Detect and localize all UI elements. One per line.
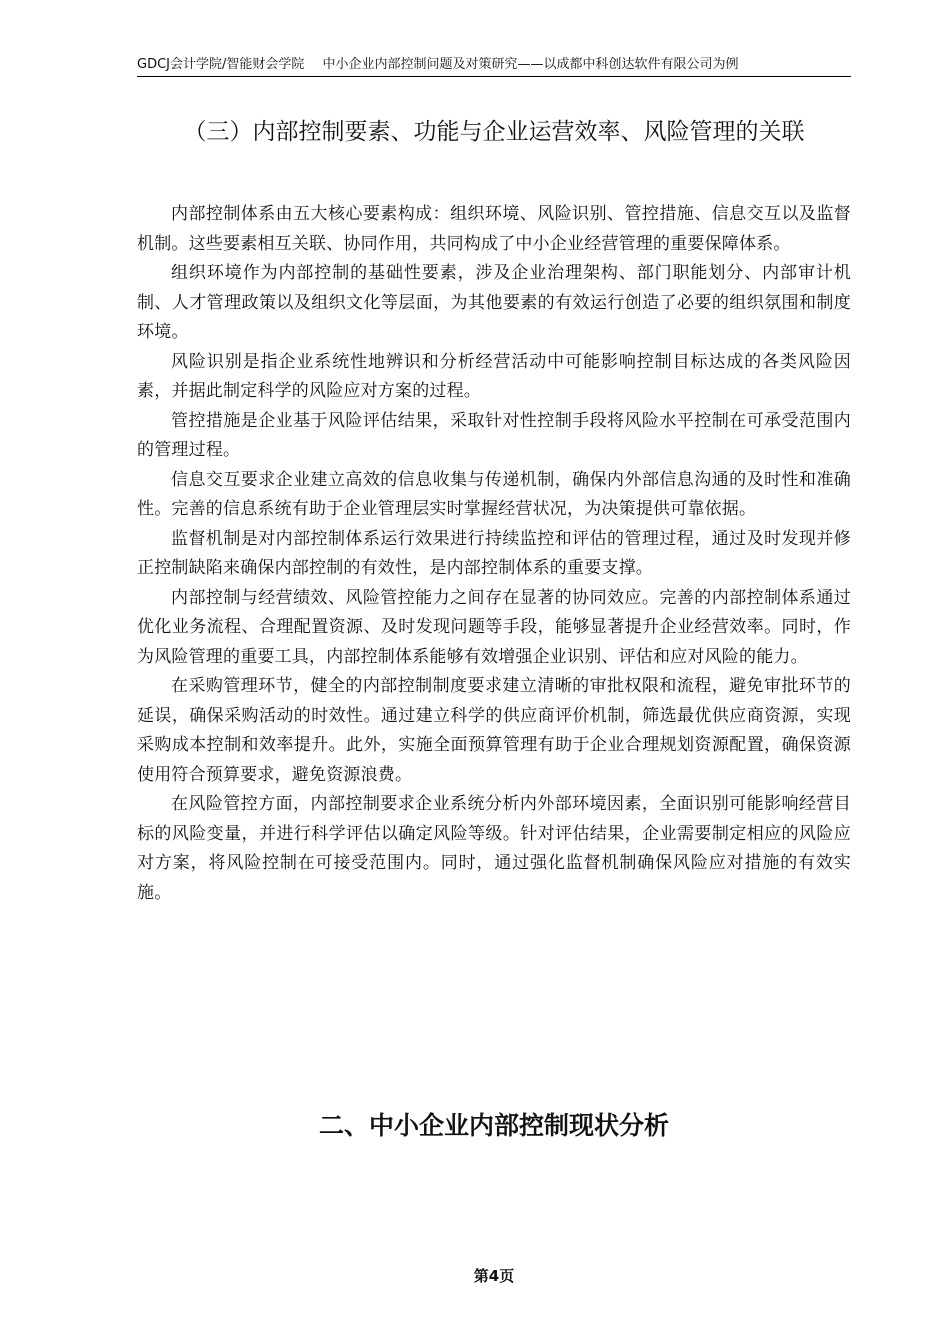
page-header [137,56,851,77]
body-text [137,200,851,908]
paragraph: 风险识别是指企业系统性地辨识和分析经营活动中可能影响控制目标达成的各类风险因素，并据此制定科学的风险应对方案的过程。 [137,351,851,401]
header-institution: GDCJ会计学院/智能财会学院 [137,57,305,72]
page-number: 第4页 [473,1267,515,1285]
paragraph: 在采购管理环节，健全的内部控制制度要求建立清晰的审批权限和流程，避免审批环节的延误，确保采购活动的时效性。通过建立科学的供应商评价机制，筛选最优供应商资源，实现采购成本控制和效率提升。此外，实施全面预算管理有助于企业合理规划资源配置，确保资源使用符合预算要求，避免资源浪费。 [137,676,851,785]
paragraph: 内部控制体系由五大核心要素构成：组织环境、风险识别、管控措施、信息交互以及监督机制。这些要素相互关联、协同作用，共同构成了中小企业经营管理的重要保障体系。 [137,204,851,254]
paragraph: 信息交互要求企业建立高效的信息收集与传递机制，确保内外部信息沟通的及时性和准确性。完善的信息系统有助于企业管理层实时掌握经营状况，为决策提供可靠依据。 [137,469,851,519]
paragraph: 在风险管控方面，内部控制要求企业系统分析内外部环境因素，全面识别可能影响经营目标的风险变量，并进行科学评估以确定风险等级。针对评估结果，企业需要制定相应的风险应对方案，将风险控制在可接受范围内。同时，通过强化监督机制确保风险应对措施的有效实施。 [137,794,851,903]
paragraph: 监督机制是对内部控制体系运行效果进行持续监控和评估的管理过程，通过及时发现并修正控制缺陷来确保内部控制的有效性，是内部控制体系的重要支撑。 [137,528,851,578]
section-heading: （三）内部控制要素、功能与企业运营效率、风险管理的关联 [183,119,805,145]
header-thesis-title: 中小企业内部控制问题及对策研究——以成都中科创达软件有限公司为例 [322,57,739,72]
paragraph: 管控措施是企业基于风险评估结果，采取针对性控制手段将风险水平控制在可承受范围内的管理过程。 [137,410,851,460]
paragraph: 内部控制与经营绩效、风险管控能力之间存在显著的协同效应。完善的内部控制体系通过优化业务流程、合理配置资源、及时发现问题等手段，能够显著提升企业经营效率。同时，作为风险管理的重要工具，内部控制体系能够有效增强企业识别、评估和应对风险的能力。 [137,587,851,667]
chapter-heading: 二、中小企业内部控制现状分析 [318,1111,669,1140]
paragraph: 组织环境作为内部控制的基础性要素，涉及企业治理架构、部门职能划分、内部审计机制、人才管理政策以及组织文化等层面，为其他要素的有效运行创造了必要的组织氛围和制度环境。 [137,263,851,342]
